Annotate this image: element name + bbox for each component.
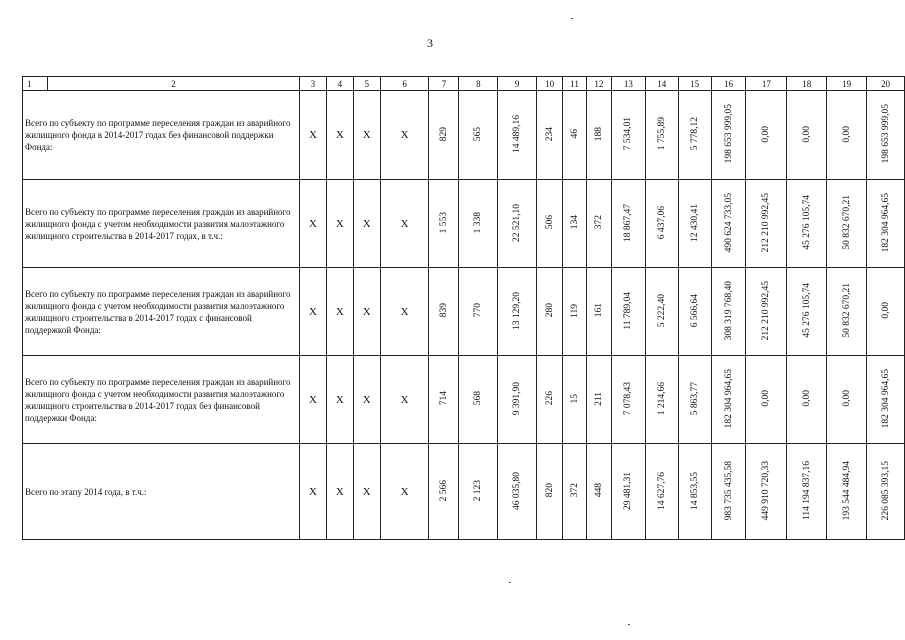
table-row (23, 356, 905, 444)
cell-value: 839 (438, 303, 449, 318)
value-cell (586, 268, 611, 356)
cell-value: 134 (569, 215, 580, 230)
table-row (23, 91, 905, 180)
value-cell (746, 180, 787, 268)
cell-value: 14 853,55 (689, 471, 700, 510)
column-header: 10 (537, 77, 563, 91)
column-header: 13 (611, 77, 645, 91)
cell-value: 188 (593, 126, 604, 142)
value-cell (611, 91, 645, 180)
page-number: 3 (427, 36, 433, 50)
cell-value: 0,00 (841, 390, 852, 407)
cell-value: 820 (544, 483, 555, 498)
table-row (23, 444, 905, 540)
cell-value: 5 863,77 (689, 381, 700, 416)
value-cell (429, 444, 459, 540)
cell-value: 0,00 (801, 125, 812, 143)
cell-value: 565 (473, 126, 484, 142)
value-cell (678, 356, 711, 444)
column-header: 6 (380, 77, 429, 91)
cross-mark-cell: Х (353, 180, 380, 268)
row-description: Всего по субъекту по программе переселения граждан из аварийного жилищного фонда с учетом необходимости развития малоэтажного жилищного строительства в 2014-2017 годах без финансовой поддержки Фонда: (23, 356, 300, 444)
value-cell (498, 444, 537, 540)
column-header: 9 (498, 77, 537, 91)
value-cell (711, 444, 746, 540)
column-header: 12 (586, 77, 611, 91)
value-cell (787, 268, 827, 356)
value-cell (498, 180, 537, 268)
value-cell (711, 356, 746, 444)
cell-value: 372 (593, 215, 604, 230)
value-cell (429, 180, 459, 268)
cell-value: 6 566,64 (689, 293, 700, 328)
value-cell (867, 180, 905, 268)
column-header: 4 (326, 77, 353, 91)
column-header: 8 (459, 77, 498, 91)
value-cell (645, 180, 678, 268)
value-cell (827, 444, 867, 540)
value-cell (645, 268, 678, 356)
cross-mark-cell: Х (326, 268, 353, 356)
column-header: 14 (645, 77, 678, 91)
column-header: 20 (867, 77, 905, 91)
cross-mark-cell: Х (326, 444, 353, 540)
value-cell (678, 444, 711, 540)
cell-value: 45 276 105,74 (801, 195, 812, 250)
value-cell (678, 91, 711, 180)
row-description: Всего по этапу 2014 года, в т.ч.: (23, 444, 300, 540)
cell-value: 198 653 999,05 (880, 104, 891, 164)
column-header: 15 (678, 77, 711, 91)
value-cell (645, 444, 678, 540)
cell-value: 22 521,10 (512, 203, 523, 242)
cell-value: 182 304 964,65 (880, 192, 891, 253)
cell-value: 6 437,06 (656, 205, 667, 240)
cell-value: 226 (544, 391, 555, 406)
value-cell (867, 91, 905, 180)
value-cell (586, 180, 611, 268)
cell-value: 161 (593, 303, 604, 318)
cell-value: 7 534,01 (623, 117, 634, 151)
column-header: 2 (47, 77, 299, 91)
value-cell (611, 268, 645, 356)
value-cell (586, 444, 611, 540)
value-cell (787, 444, 827, 540)
cell-value: 212 210 992,45 (761, 192, 772, 253)
cell-value: 46 (569, 129, 580, 139)
cell-value: 114 194 837,16 (801, 460, 812, 521)
cell-value: 29 481,31 (623, 471, 634, 510)
row-description: Всего по субъекту по программе переселения граждан из аварийного жилищного фонда с учетом необходимости развития малоэтажного жилищного строительства в 2014-2017 годах, в т.ч.: (23, 180, 300, 268)
cell-value: 506 (544, 215, 555, 230)
cell-value: 0,00 (841, 125, 852, 143)
column-header: 7 (429, 77, 459, 91)
cross-mark-cell: Х (299, 268, 326, 356)
cell-value: 0,00 (761, 390, 772, 407)
column-header: 16 (711, 77, 746, 91)
cell-value: 119 (569, 303, 580, 318)
value-cell (678, 180, 711, 268)
cell-value: 2 566 (438, 479, 449, 502)
cell-value: 193 544 484,94 (841, 460, 852, 521)
cross-mark-cell: Х (299, 444, 326, 540)
value-cell (645, 356, 678, 444)
value-cell (867, 444, 905, 540)
cross-mark-cell: Х (380, 444, 429, 540)
value-cell (498, 268, 537, 356)
cell-value: 182 304 964,65 (723, 368, 734, 429)
value-cell (537, 444, 563, 540)
value-cell (746, 444, 787, 540)
cross-mark-cell: Х (380, 180, 429, 268)
value-cell (537, 356, 563, 444)
value-cell (645, 91, 678, 180)
value-cell (611, 180, 645, 268)
table-row (23, 180, 905, 268)
cell-value: 1 338 (473, 211, 484, 234)
value-cell (537, 180, 563, 268)
value-cell (459, 268, 498, 356)
value-cell (563, 91, 587, 180)
cell-value: 1 553 (438, 211, 449, 234)
scan-speck (571, 18, 573, 19)
data-table (22, 76, 905, 540)
cell-value: 449 910 720,33 (761, 460, 772, 521)
value-cell (787, 91, 827, 180)
cell-value: 308 319 768,40 (723, 280, 734, 341)
cell-value: 7 078,43 (623, 381, 634, 416)
value-cell (537, 91, 563, 180)
value-cell (711, 268, 746, 356)
cell-value: 1 755,89 (656, 117, 667, 151)
cross-mark-cell: Х (326, 180, 353, 268)
cell-value: 12 430,41 (689, 203, 700, 242)
cell-value: 14 627,76 (656, 471, 667, 510)
value-cell (827, 356, 867, 444)
cross-mark-cell: Х (326, 356, 353, 444)
cell-value: 226 085 393,15 (880, 460, 891, 521)
cell-value: 11 789,04 (623, 291, 634, 330)
value-cell (459, 180, 498, 268)
cell-value: 1 214,66 (656, 381, 667, 416)
value-cell (563, 444, 587, 540)
value-cell (563, 356, 587, 444)
cell-value: 280 (544, 303, 555, 318)
cell-value: 46 035,80 (512, 471, 523, 510)
value-cell (563, 180, 587, 268)
cell-value: 2 123 (473, 479, 484, 502)
value-cell (459, 444, 498, 540)
value-cell (498, 91, 537, 180)
cell-value: 0,00 (761, 125, 772, 143)
cross-mark-cell: Х (299, 180, 326, 268)
value-cell (586, 356, 611, 444)
row-description: Всего по субъекту по программе переселения граждан из аварийного жилищного фонда с учетом необходимости развития малоэтажного жилищного строительства в 2014-2017 годах с финансовой поддержкой Фонда: (23, 268, 300, 356)
value-cell (429, 91, 459, 180)
value-cell (459, 91, 498, 180)
cell-value: 770 (473, 303, 484, 318)
column-header: 1 (23, 77, 48, 91)
cross-mark-cell: Х (380, 91, 429, 180)
value-cell (563, 268, 587, 356)
cell-value: 45 276 105,74 (801, 283, 812, 338)
cross-mark-cell: Х (353, 444, 380, 540)
cross-mark-cell: Х (380, 268, 429, 356)
value-cell (787, 180, 827, 268)
cell-value: 0,00 (801, 390, 812, 407)
value-cell (746, 268, 787, 356)
cell-value: 448 (593, 483, 604, 498)
cell-value: 212 210 992,45 (761, 280, 772, 341)
value-cell (867, 356, 905, 444)
scan-speck (509, 582, 511, 583)
value-cell (746, 91, 787, 180)
column-header: 5 (353, 77, 380, 91)
column-header: 11 (563, 77, 587, 91)
value-cell (867, 268, 905, 356)
cell-value: 568 (473, 391, 484, 406)
cell-value: 372 (569, 483, 580, 498)
value-cell (611, 444, 645, 540)
cell-value: 714 (438, 391, 449, 406)
table-row (23, 268, 905, 356)
value-cell (498, 356, 537, 444)
cell-value: 198 653 999,05 (723, 104, 734, 164)
column-header: 17 (746, 77, 787, 91)
cell-value: 234 (544, 126, 555, 142)
cross-mark-cell: Х (353, 356, 380, 444)
cell-value: 5 222,40 (656, 293, 667, 328)
value-cell (537, 268, 563, 356)
value-cell (746, 356, 787, 444)
value-cell (429, 268, 459, 356)
value-cell (787, 356, 827, 444)
value-cell (429, 356, 459, 444)
cross-mark-cell: Х (353, 268, 380, 356)
header-row (23, 77, 905, 91)
value-cell (711, 180, 746, 268)
row-description: Всего по субъекту по программе переселения граждан из аварийного жилищного фонда в 2014-2017 годах без финансовой поддержки Фонда: (23, 91, 300, 180)
cell-value: 50 832 670,21 (841, 195, 852, 250)
cell-value: 15 (569, 393, 580, 404)
cross-mark-cell: Х (353, 91, 380, 180)
value-cell (611, 356, 645, 444)
cross-mark-cell: Х (380, 356, 429, 444)
cross-mark-cell: Х (299, 91, 326, 180)
cell-value: 50 832 670,21 (841, 283, 852, 338)
cell-value: 9 391,90 (512, 381, 523, 416)
cell-value: 490 624 733,05 (723, 192, 734, 253)
cross-mark-cell: Х (299, 356, 326, 444)
value-cell (827, 180, 867, 268)
cross-mark-cell: Х (326, 91, 353, 180)
cell-value: 5 778,12 (689, 117, 700, 151)
cell-value: 13 129,20 (512, 291, 523, 330)
cell-value: 18 867,47 (623, 203, 634, 242)
cell-value: 182 304 964,65 (880, 368, 891, 429)
value-cell (827, 268, 867, 356)
cell-value: 211 (593, 391, 604, 406)
column-header: 3 (299, 77, 326, 91)
cell-value: 0,00 (880, 302, 891, 319)
cell-value: 983 735 435,58 (723, 460, 734, 521)
value-cell (459, 356, 498, 444)
value-cell (678, 268, 711, 356)
cell-value: 829 (438, 126, 449, 142)
value-cell (586, 91, 611, 180)
column-header: 19 (827, 77, 867, 91)
value-cell (711, 91, 746, 180)
cell-value: 14 489,16 (512, 115, 523, 153)
value-cell (827, 91, 867, 180)
column-header: 18 (787, 77, 827, 91)
scan-speck (628, 624, 630, 625)
